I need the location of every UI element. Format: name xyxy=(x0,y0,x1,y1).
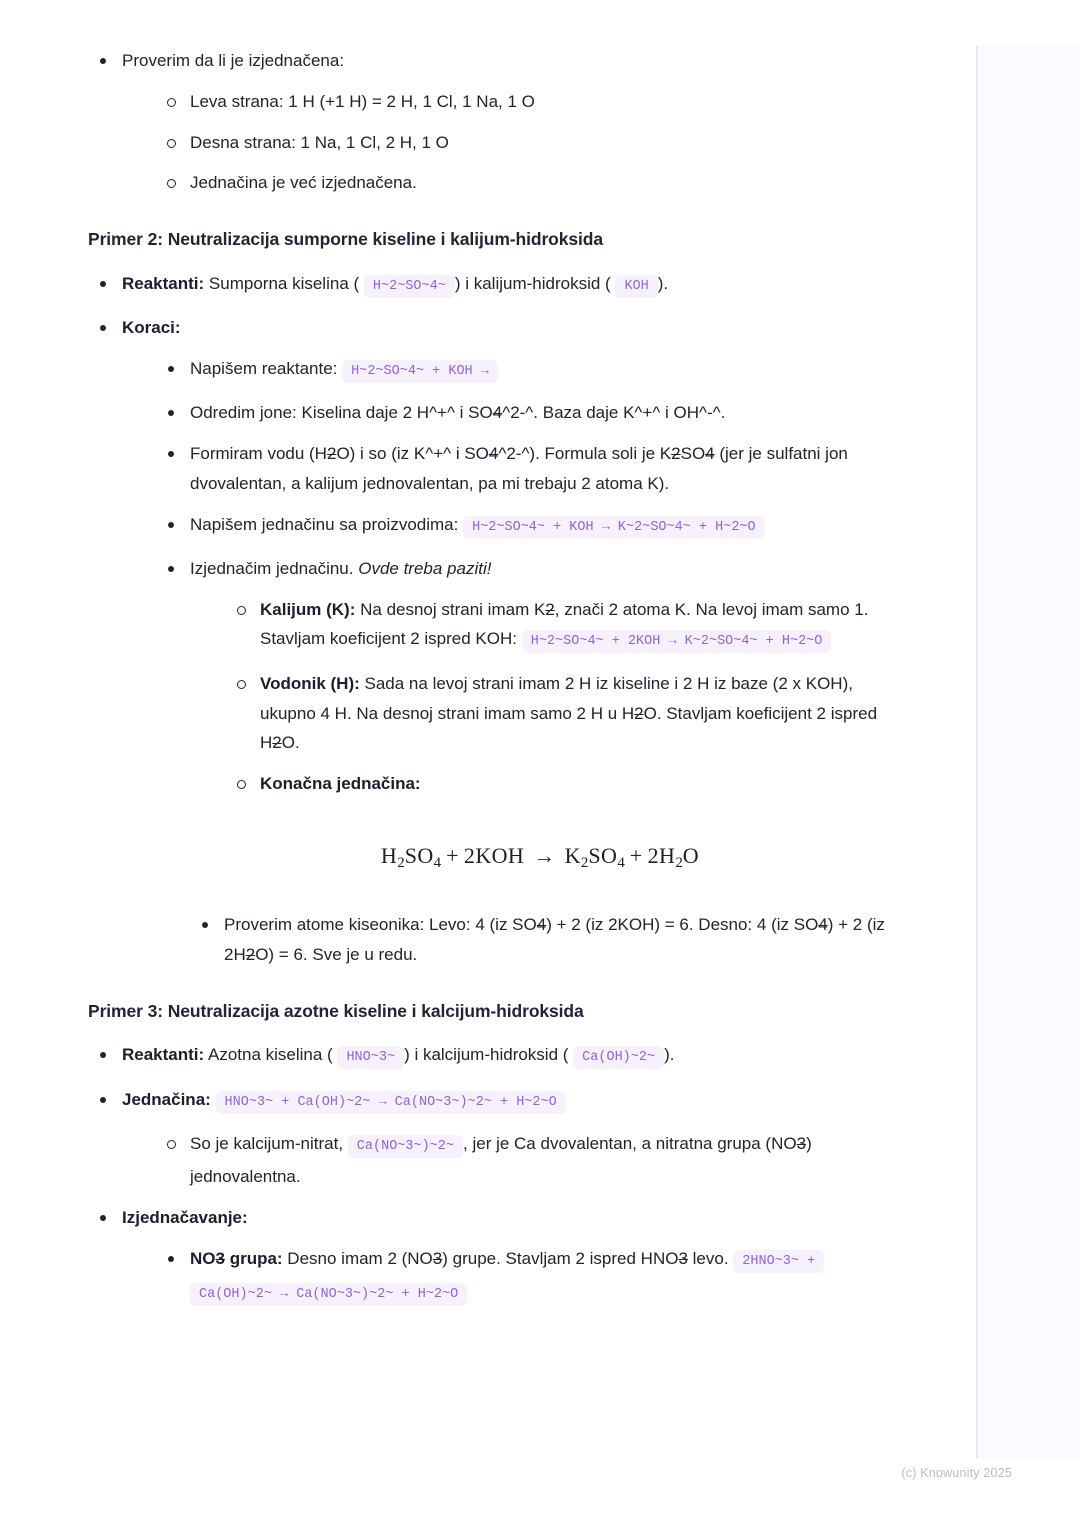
reaktanti-3-label: Reaktanti: xyxy=(122,1045,205,1065)
reaktanti-text-2: ) i kalijum-hidroksid ( xyxy=(454,273,611,293)
eq-rhs-k-sub: 2 xyxy=(580,854,589,871)
list-item-so xyxy=(156,1129,890,1192)
no3-label-1: NO xyxy=(190,1248,216,1268)
list-item-napisem-reaktante xyxy=(156,354,890,387)
list-item-konacna-jednacina xyxy=(226,769,890,799)
list-item-formiram-vodu xyxy=(156,439,890,499)
reaktanti-text-1: Sumporna kiselina ( xyxy=(208,273,360,293)
code-no3-final-eq: 2HNO~3~ + Ca(OH)~2~ → Ca(NO~3~)~2~ + H~2~O xyxy=(190,1250,824,1306)
list-item-no3-grupa xyxy=(156,1244,890,1311)
izjednacavanje-sublist xyxy=(156,1244,890,1311)
subscript-digit: 3 xyxy=(432,1248,443,1268)
formiram-text-2: O) i so (iz K^+^ i SO xyxy=(336,444,489,463)
jone-text-1: Odredim jone: Kiselina daje 2 H^+^ i SO xyxy=(190,403,493,423)
reaktanti-3-text-1: Azotna kiselina ( xyxy=(207,1045,333,1065)
eq-plus-1: + xyxy=(446,842,459,868)
koraci-sublist xyxy=(156,354,890,970)
list-item xyxy=(88,46,890,198)
subscript-digit: 3 xyxy=(678,1248,688,1268)
code-caoh2: Ca(OH)~2~ xyxy=(573,1046,664,1069)
provera-text-4: O) = 6. Sve je u redu. xyxy=(255,944,418,964)
list-item-kalijum xyxy=(226,595,890,658)
napisem-text: Napišem reaktante: xyxy=(190,358,338,378)
vodonik-label: Vodonik (H): xyxy=(260,673,360,693)
formiram-text-4: SO xyxy=(680,444,706,463)
subscript-digit: 2 xyxy=(634,703,644,723)
list-item-izjednacavanje xyxy=(88,1203,890,1311)
subscript-digit: 2 xyxy=(326,444,337,463)
no3-label-2: grupa: xyxy=(224,1248,283,1268)
subscript-digit: 2 xyxy=(245,944,256,964)
check-conclusion: Jednačina je već izjednačena. xyxy=(190,173,417,193)
no3-text-3: levo. xyxy=(687,1248,729,1268)
subscript-digit: 2 xyxy=(671,444,681,463)
subscript-digit: 2 xyxy=(545,599,555,619)
formiram-text-3: ^2-^). Formula soli je K xyxy=(498,444,672,463)
list-item-koraci xyxy=(88,313,890,969)
eq-lhs-so-sub: 4 xyxy=(433,854,442,871)
list-item-reaktanti xyxy=(88,269,890,302)
eq-rhs-k: K xyxy=(564,842,581,868)
subscript-digit: 4 xyxy=(705,444,715,463)
reaktanti-label: Reaktanti: xyxy=(122,273,205,293)
heading-primer-2: Primer 2: Neutralizacija sumporne kiseline i kalijum-hidroksida xyxy=(88,229,603,249)
list-item xyxy=(156,87,890,117)
eq-lhs-h-sub: 2 xyxy=(397,854,405,871)
izjednacim-text: Izjednačim jednačinu. xyxy=(190,558,354,578)
vodonik-text-2: O. Stavljam koeficijent 2 ispred H xyxy=(260,703,878,753)
izjednacavanje-label: Izjednačavanje: xyxy=(122,1208,248,1228)
check-left-side: Leva strana: 1 H (+1 H) = 2 H, 1 Cl, 1 Na, 1 O xyxy=(190,91,535,111)
code-ca-no3-2: Ca(NO~3~)~2~ xyxy=(348,1135,463,1158)
list-item xyxy=(156,128,890,158)
eq-rhs-so-sub: 4 xyxy=(617,854,625,871)
check-right-side: Desna strana: 1 Na, 1 Cl, 2 H, 1 O xyxy=(190,132,449,152)
reaktanti-3-text-2: ) i kalcijum-hidroksid ( xyxy=(404,1045,569,1065)
no3-text-2: ) grupe. Stavljam 2 ispred HNO xyxy=(442,1248,679,1268)
eq-lhs-so: SO xyxy=(404,842,434,868)
eq-rhs-h: 2H xyxy=(647,842,676,868)
intro-check-list xyxy=(156,87,890,198)
intro-list xyxy=(88,46,890,198)
so-sublist xyxy=(156,1129,890,1192)
primer-2-list xyxy=(88,269,890,970)
eq-arrow: → xyxy=(533,842,556,868)
eq-rhs-so: SO xyxy=(588,842,618,868)
koraci-label: Koraci: xyxy=(122,318,181,338)
eq-rhs-o: O xyxy=(682,842,700,868)
code-jednacina-3: HNO~3~ + Ca(OH)~2~ → Ca(NO~3~)~2~ + H~2~O xyxy=(216,1091,566,1114)
proizvodi-text: Napišem jednačinu sa proizvodima: xyxy=(190,514,459,534)
list-item-jednacina-3 xyxy=(88,1085,890,1193)
formiram-text-1: Formiram vodu (H xyxy=(190,444,327,463)
list-item-odredim-jone xyxy=(156,398,890,428)
code-h2so4: H~2~SO~4~ xyxy=(364,275,455,298)
list-item-napisem-proizvode xyxy=(156,510,890,543)
vodonik-text-3: O. xyxy=(281,733,300,753)
izjednacim-emphasis: Ovde treba paziti! xyxy=(358,558,492,578)
reaktanti-text-3: ). xyxy=(657,273,669,293)
code-koh: KOH xyxy=(615,275,657,298)
list-item-izjednacim xyxy=(156,554,890,970)
kalijum-label: Kalijum (K): xyxy=(260,599,356,619)
display-equation xyxy=(190,837,890,876)
so-text-1: So je kalcijum-nitrat, xyxy=(190,1134,344,1154)
right-edge-strip xyxy=(976,46,1080,1458)
so-text-3: ) jednovalentna. xyxy=(190,1134,812,1187)
list-item-vodonik xyxy=(226,669,890,758)
eq-plus-2: + xyxy=(629,842,643,868)
subscript-digit: 4 xyxy=(488,444,499,463)
provera-text-2: ) + 2 (iz 2KOH) = 6. Desno: 4 (iz SO xyxy=(546,915,819,935)
code-kalijum-eq: H~2~SO~4~ + 2KOH → K~2~SO~4~ + H~2~O xyxy=(522,630,832,653)
reaktanti-3-text-3: ). xyxy=(664,1045,675,1065)
code-proizvodi-eq: H~2~SO~4~ + KOH → K~2~SO~4~ + H~2~O xyxy=(463,516,765,539)
intro-lead: Proverim da li je izjednačena: xyxy=(122,51,345,70)
jone-text-2: ^2-^. Baza daje K^+^ i OH^-^. xyxy=(502,403,726,423)
list-item-reaktanti-3 xyxy=(88,1040,890,1073)
eq-lhs-h: H xyxy=(380,842,398,868)
list-item-provera-kiseonika xyxy=(190,910,890,970)
subscript-digit: 4 xyxy=(536,915,547,935)
code-hno3: HNO~3~ xyxy=(337,1046,404,1069)
izjednacim-sublist xyxy=(226,595,890,799)
so-text-2: , jer je Ca dvovalentan, a nitratna grupa (NO xyxy=(463,1134,797,1154)
jednacina-3-label: Jednačina: xyxy=(122,1089,211,1109)
copyright-watermark: (c) Knowunity 2025 xyxy=(901,1466,1012,1480)
formiram-text-5: (jer je sulfatni jon dvovalentan, a kalijum jednovalentan, pa mi trebaju 2 atoma K). xyxy=(190,444,848,493)
kalijum-text-1: Na desnoj strani imam K xyxy=(355,599,546,619)
code-reaktanti-eq: H~2~SO~4~ + KOH → xyxy=(342,360,498,383)
eq-lhs-koh: 2KOH xyxy=(463,842,525,868)
provera-text-3: ) + 2 (iz 2H xyxy=(224,915,885,964)
list-item xyxy=(156,168,890,198)
subscript-digit: 4 xyxy=(492,403,503,423)
konacna-label: Konačna jednačina: xyxy=(260,774,421,793)
eq-rhs-h-sub: 2 xyxy=(675,854,683,871)
heading-primer-3: Primer 3: Neutralizacija azotne kiseline i kalcijum-hidroksida xyxy=(88,1000,584,1021)
no3-text-1: Desno imam 2 (NO xyxy=(282,1248,433,1268)
provera-list xyxy=(190,910,890,970)
primer-3-list xyxy=(88,1040,890,1310)
vodonik-text-1: Sada na levoj strani imam 2 H iz kiseline i 2 H iz baze (2 x KOH), ukupno 4 H. Na desnoj strani imam samo 2 H u H xyxy=(260,673,853,723)
provera-text-1: Proverim atome kiseonika: Levo: 4 (iz SO xyxy=(224,915,537,935)
subscript-digit: 2 xyxy=(272,733,282,753)
subscript-digit: 3 xyxy=(215,1248,225,1268)
subscript-digit: 3 xyxy=(796,1134,807,1154)
subscript-digit: 4 xyxy=(818,915,828,935)
kalijum-text-2: , znači 2 atoma K. Na levoj imam samo 1. Stavljam koeficijent 2 ispred KOH: xyxy=(260,599,869,649)
